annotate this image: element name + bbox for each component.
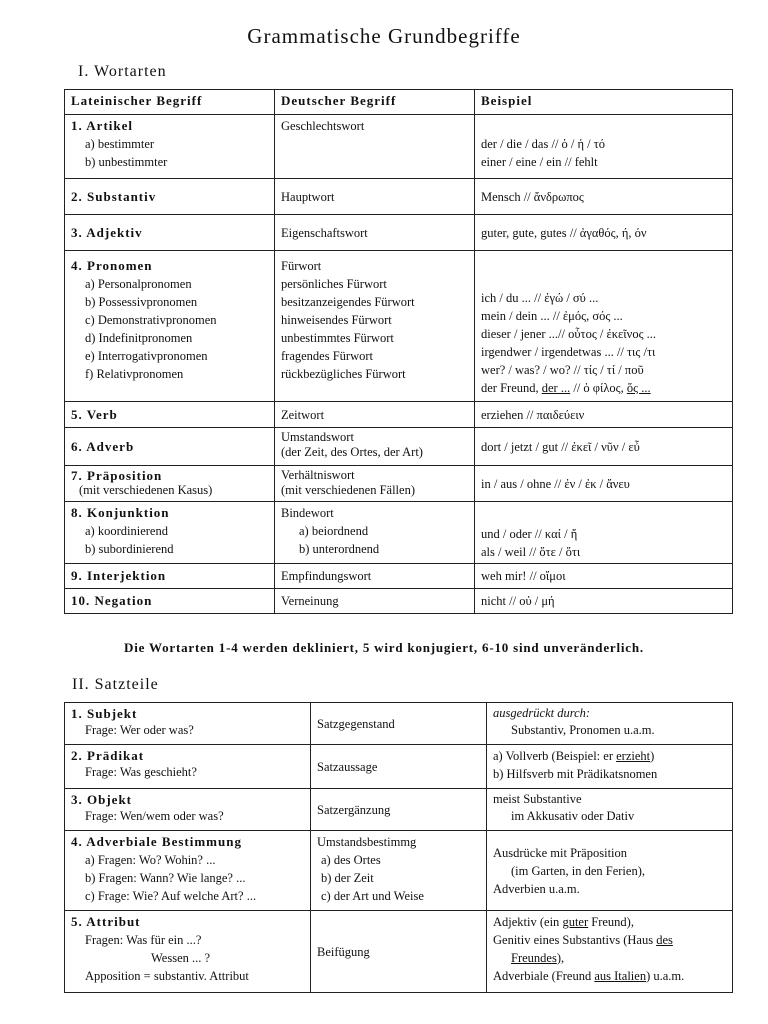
part-example [493,931,726,949]
term-latin: 1. Artikel [71,118,133,133]
part-question: Frage: Wen/wem oder was? [85,809,224,823]
subterm: e) Interrogativpronomen [85,349,208,363]
page-title: Grammatische Grundbegriffe [247,24,521,48]
table-row [65,745,733,789]
part-example: Adverbien u.a.m. [493,881,580,896]
term-german: Bindewort [281,506,334,520]
subterm: b) subordinierend [85,542,174,556]
term-german: Eigenschaftswort [275,215,475,251]
part-german: Satzaussage [311,745,487,789]
subterm: a) Personalpronomen [85,277,192,291]
term-latin: 8. Konjunktion [71,505,170,520]
subterm-german: fragendes Fürwort [281,349,373,363]
subterm: b) Possessivpronomen [85,295,198,309]
example: Mensch // ἄνδρωπος [475,179,733,215]
table-row [65,251,733,402]
term-german: Verneinung [275,589,475,614]
declension-note: Die Wortarten 1-4 werden dekliniert, 5 wird konjugiert, 6-10 sind unveränderlich. [124,640,644,655]
table-row [65,564,733,589]
example: erziehen // παιδεύειν [475,402,733,428]
subterm-german: b) unterordnend [299,542,380,556]
term-latin: 7. Präposition [71,468,163,483]
table-row [65,589,733,614]
subterm-german: hinweisendes Fürwort [281,313,392,327]
example-part: der Freund, [481,381,542,395]
part-question: Apposition = substantiv. Attribut [85,969,249,983]
header-latin: Lateinischer Begriff [65,90,275,115]
part-example [493,913,726,931]
example: dort / jetzt / gut // ἐκεῖ / νῦν / εὖ [475,428,733,466]
example-underlined: erzieht [616,749,651,763]
subterm-german: rückbezügliches Fürwort [281,367,406,381]
term-german: Empfindungswort [275,564,475,589]
part-example: meist Substantive [493,792,582,806]
term-latin: 6. Adverb [65,428,275,466]
part-name: 4. Adverbiale Bestimmung [71,834,242,849]
example: in / aus / ohne // ἐν / ἐκ / ἄνευ [475,466,733,502]
part-example: ausgedrückt durch: [493,706,591,720]
part-example: b) Hilfsverb mit Prädikatsnomen [493,767,658,781]
header-german: Deutscher Begriff [275,90,475,115]
example: irgendwer / irgendetwas ... // τις /τι [481,345,656,359]
subterm-german: persönliches Fürwort [281,277,387,291]
table-row [65,831,733,911]
example-part: // ὁ φίλος, [570,381,627,395]
subterm: b) unbestimmter [85,155,168,169]
subterm: a) bestimmter [85,137,155,151]
term-german: Zeitwort [275,402,475,428]
example: dieser / jener ...// οὗτος / ἐκεῖνος ... [481,327,657,341]
example-underlined: der ... [541,381,571,395]
subterm-german: besitzanzeigendes Fürwort [281,295,415,309]
subterm: d) Indefinitpronomen [85,331,193,345]
example-underlined: des [656,933,673,947]
example: als / weil // ὅτε / ὅτι [481,545,581,559]
table-row [65,789,733,831]
term-german: Hauptwort [275,179,475,215]
part-example [493,747,726,765]
example-part: Adverbiale (Freund [493,969,595,983]
example-part: a) Vollverb (Beispiel: er [493,749,617,763]
example-part: Freund), [588,915,634,929]
term-german: Geschlechtswort [281,119,365,133]
example-underlined: guter [562,915,589,929]
example: einer / eine / ein // fehlt [481,155,598,169]
part-german: Umstandsbestimmg [317,835,417,849]
table-row [65,115,733,179]
part-example: Ausdrücke mit Präposition [493,845,628,860]
section-heading-wortarten: I. Wortarten [78,63,167,80]
part-question: b) Fragen: Wann? Wie lange? ... [85,871,246,885]
term-german: Verhältniswort [281,468,355,482]
part-example: im Akkusativ oder Dativ [511,809,635,823]
table-row [65,703,733,745]
part-question: Frage: Was geschieht? [85,765,197,779]
term-latin: 2. Substantiv [65,179,275,215]
term-latin: 4. Pronomen [71,258,153,273]
part-question: Fragen: Was für ein ...? [85,933,202,947]
table-row [65,402,733,428]
part-example: Substantiv, Pronomen u.a.m. [511,723,655,737]
term-latin: 5. Verb [65,402,275,428]
table-row [65,466,733,502]
subterm: a) koordinierend [85,524,168,538]
table-row [65,215,733,251]
example: mein / dein ... // ἐμός, σός ... [481,309,623,323]
section-heading-satzteile: II. Satzteile [72,676,159,693]
part-name: 2. Prädikat [71,748,145,763]
subterm-german: a) beiordnend [299,524,369,538]
part-question: Frage: Wer oder was? [85,723,194,737]
example-part: Genitiv eines Substantivs (Haus [493,933,657,947]
term-latin: 3. Adjektiv [65,215,275,251]
term-german-note: (der Zeit, des Ortes, der Art) [281,445,423,459]
example-part: ) [650,749,655,763]
table-row [65,428,733,466]
part-question: c) Frage: Wie? Auf welche Art? ... [85,889,257,903]
table-row [65,179,733,215]
satzteile-table [64,702,733,993]
table-row [65,502,733,564]
part-name: 5. Attribut [71,914,141,929]
example: der / die / das // ὁ / ἡ / τό [481,137,606,151]
example: nicht // οὐ / μή [475,589,733,614]
subterm: f) Relativpronomen [85,367,184,381]
subterm-german: unbestimmtes Fürwort [281,331,394,345]
part-name: 1. Subjekt [71,706,138,721]
part-example: (im Garten, in den Ferien), [511,863,645,878]
part-german-sub: a) des Ortes [321,853,381,867]
example-underlined: aus Italien [594,969,647,983]
term-german: Fürwort [281,259,322,273]
table-row [65,911,733,993]
part-german: Beifügung [311,911,487,993]
part-question: a) Fragen: Wo? Wohin? ... [85,853,216,867]
subterm: c) Demonstrativpronomen [85,313,217,327]
example-underlined: ὅς ... [626,381,651,395]
example-part: Adjektiv (ein [493,915,563,929]
header-example: Beispiel [475,90,733,115]
term-latin-note: (mit verschiedenen Kasus) [79,483,213,497]
part-german-sub: b) der Zeit [321,871,374,885]
example-part: ), [556,951,565,965]
part-example [493,949,726,967]
example-underlined: Freundes [511,951,557,965]
part-german: Satzgegenstand [311,703,487,745]
term-latin: 10. Negation [65,589,275,614]
part-german: Satzergänzung [311,789,487,831]
example: weh mir! // οἴμοι [475,564,733,589]
part-example [493,967,726,985]
example: wer? / was? / wo? // τίς / τί / ποῦ [481,363,644,377]
part-question: Wessen ... ? [151,951,211,965]
example: ich / du ... // ἐγώ / σύ ... [481,291,599,305]
term-latin: 9. Interjektion [65,564,275,589]
term-german: Umstandswort [281,430,354,444]
example: guter, gute, gutes // ἀγαθός, ή, όν [475,215,733,251]
part-german-sub: c) der Art und Weise [321,889,424,903]
example [481,379,726,397]
term-german-note: (mit verschiedenen Fällen) [281,483,415,497]
example: und / oder // καί / ἤ [481,527,578,541]
example-part: ) u.a.m. [646,969,685,983]
part-name: 3. Objekt [71,792,132,807]
wortarten-table [64,89,733,614]
